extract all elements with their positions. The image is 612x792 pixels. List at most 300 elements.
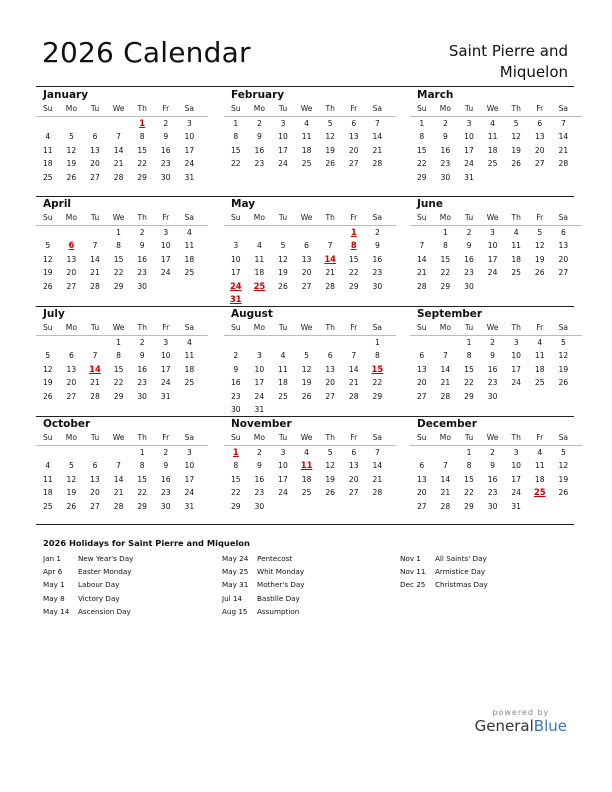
day: 8 bbox=[139, 132, 145, 141]
holiday-date: Jul 14 bbox=[222, 593, 243, 603]
empty-day bbox=[36, 446, 60, 460]
weekday-label: Fr bbox=[350, 433, 358, 442]
empty-day bbox=[154, 280, 178, 294]
empty-day bbox=[36, 117, 60, 131]
day: 26 bbox=[42, 281, 53, 291]
day: 8 bbox=[233, 461, 239, 470]
holiday-day: 25 bbox=[253, 280, 266, 291]
day: 9 bbox=[490, 351, 495, 360]
holiday-entry bbox=[222, 552, 305, 565]
weekday-header bbox=[224, 431, 396, 445]
weekday-label: Fr bbox=[536, 433, 544, 442]
day: 23 bbox=[254, 159, 265, 168]
day: 20 bbox=[66, 378, 77, 387]
day: 26 bbox=[325, 159, 335, 168]
day: 10 bbox=[184, 132, 195, 141]
day: 31 bbox=[160, 391, 171, 401]
week-row bbox=[224, 239, 396, 253]
weekday-label: Fr bbox=[536, 213, 544, 222]
day: 12 bbox=[42, 364, 53, 374]
day: 16 bbox=[440, 145, 451, 155]
powered-by-text: powered by bbox=[492, 708, 550, 717]
day: 30 bbox=[464, 281, 474, 291]
day: 30 bbox=[160, 501, 171, 511]
day: 13 bbox=[66, 254, 77, 264]
day: 21 bbox=[440, 378, 451, 387]
day: 13 bbox=[416, 364, 427, 374]
day: 18 bbox=[534, 474, 545, 484]
day: 18 bbox=[511, 254, 521, 264]
country-name: Saint Pierre and Miquelon bbox=[448, 42, 568, 81]
empty-day bbox=[271, 226, 295, 240]
day: 17 bbox=[184, 145, 195, 155]
week-row bbox=[410, 157, 582, 171]
day: 23 bbox=[254, 488, 265, 497]
day: 17 bbox=[464, 145, 474, 155]
holiday-day: 15 bbox=[371, 363, 384, 374]
month-name: July bbox=[43, 308, 65, 320]
holiday-column bbox=[43, 552, 133, 618]
weekday-label: Fr bbox=[350, 104, 358, 113]
weekday-label: Mo bbox=[439, 104, 451, 113]
day: 2 bbox=[256, 447, 262, 457]
day: 7 bbox=[442, 351, 448, 360]
week-row bbox=[224, 130, 396, 144]
day: 2 bbox=[466, 227, 472, 237]
weekday-label: Mo bbox=[65, 323, 77, 332]
day: 18 bbox=[487, 145, 498, 155]
day: 30 bbox=[440, 172, 451, 182]
empty-day bbox=[271, 293, 295, 307]
day: 2 bbox=[374, 227, 380, 237]
day: 5 bbox=[45, 241, 51, 250]
day: 9 bbox=[442, 132, 448, 141]
weekday-label: Tu bbox=[464, 433, 474, 442]
weekday-header bbox=[36, 321, 208, 335]
day: 7 bbox=[351, 351, 357, 360]
weekday-label: Tu bbox=[464, 104, 474, 113]
day: 21 bbox=[558, 145, 569, 155]
day: 10 bbox=[487, 241, 498, 250]
month-january bbox=[36, 88, 208, 184]
week-row bbox=[410, 144, 582, 158]
holiday-name: Armistice Day bbox=[435, 567, 486, 577]
day: 24 bbox=[160, 378, 171, 387]
day: 25 bbox=[301, 488, 312, 497]
day: 13 bbox=[301, 254, 312, 264]
day: 7 bbox=[116, 461, 121, 470]
day: 24 bbox=[511, 488, 521, 497]
day: 3 bbox=[256, 351, 262, 360]
day: 29 bbox=[440, 281, 451, 291]
weekday-label: Sa bbox=[558, 433, 569, 442]
day: 5 bbox=[513, 118, 519, 128]
month-june bbox=[410, 197, 582, 293]
day: 31 bbox=[254, 405, 265, 414]
day: 12 bbox=[558, 351, 569, 360]
day: 6 bbox=[92, 132, 98, 141]
day: 20 bbox=[416, 378, 427, 387]
weekday-header bbox=[410, 211, 582, 225]
day: 7 bbox=[374, 118, 380, 128]
empty-day bbox=[504, 280, 528, 294]
week-row bbox=[224, 226, 396, 240]
holiday-day: 24 bbox=[229, 280, 242, 291]
day: 23 bbox=[464, 268, 474, 277]
weekday-label: Su bbox=[416, 104, 427, 113]
holidays-title: 2026 Holidays for Saint Pierre and Miquelon bbox=[43, 538, 250, 548]
day: 25 bbox=[487, 159, 498, 168]
weekday-label: Tu bbox=[90, 433, 100, 442]
week-row bbox=[410, 486, 582, 500]
day: 20 bbox=[416, 488, 427, 497]
day: 22 bbox=[464, 488, 474, 497]
day: 20 bbox=[90, 159, 100, 168]
day: 21 bbox=[113, 159, 124, 168]
week-row bbox=[224, 363, 396, 377]
day: 6 bbox=[537, 118, 543, 128]
day: 9 bbox=[256, 461, 262, 470]
day: 18 bbox=[301, 145, 312, 155]
weekday-header bbox=[410, 102, 582, 116]
week-row bbox=[224, 403, 396, 417]
month-name: December bbox=[417, 418, 477, 430]
week-row bbox=[410, 390, 582, 404]
week-row bbox=[410, 473, 582, 487]
day: 29 bbox=[348, 281, 359, 291]
holiday-day: 31 bbox=[229, 294, 242, 304]
day: 26 bbox=[511, 159, 521, 168]
weekday-label: We bbox=[300, 323, 313, 332]
day: 14 bbox=[440, 364, 451, 374]
day: 30 bbox=[254, 501, 265, 511]
day: 10 bbox=[160, 241, 171, 250]
empty-day bbox=[366, 500, 390, 514]
day: 27 bbox=[325, 391, 335, 401]
empty-day bbox=[552, 171, 576, 185]
day: 19 bbox=[558, 364, 569, 374]
week-row bbox=[410, 336, 582, 350]
day: 11 bbox=[487, 132, 498, 141]
day: 30 bbox=[137, 281, 147, 291]
weekday-label: Mo bbox=[253, 213, 265, 222]
day: 24 bbox=[278, 159, 288, 168]
day: 25 bbox=[42, 172, 53, 182]
day: 3 bbox=[466, 118, 472, 128]
day: 24 bbox=[160, 268, 171, 277]
day: 29 bbox=[372, 391, 383, 401]
day: 14 bbox=[440, 474, 451, 484]
day: 1 bbox=[116, 227, 121, 237]
weekday-label: Tu bbox=[90, 104, 100, 113]
day: 4 bbox=[513, 227, 519, 237]
day: 23 bbox=[160, 488, 171, 497]
day: 18 bbox=[534, 364, 545, 374]
day: 8 bbox=[374, 351, 380, 360]
weekday-label: Sa bbox=[558, 213, 569, 222]
day: 18 bbox=[184, 254, 195, 264]
day: 29 bbox=[137, 172, 147, 182]
day: 24 bbox=[487, 268, 498, 277]
week-row bbox=[224, 336, 396, 350]
weekday-label: Tu bbox=[90, 323, 100, 332]
holiday-date: Nov 1 bbox=[400, 554, 421, 563]
day: 17 bbox=[511, 364, 521, 374]
day: 24 bbox=[511, 378, 521, 387]
empty-day bbox=[83, 117, 107, 131]
month-name: May bbox=[231, 198, 256, 210]
day: 21 bbox=[325, 268, 335, 277]
day: 6 bbox=[560, 227, 566, 237]
month-july bbox=[36, 307, 208, 403]
day: 28 bbox=[372, 488, 383, 497]
weekday-label: Fr bbox=[350, 323, 358, 332]
day: 29 bbox=[113, 391, 124, 401]
empty-day bbox=[248, 293, 272, 307]
weekday-header bbox=[224, 211, 396, 225]
week-row bbox=[224, 117, 396, 131]
day: 28 bbox=[90, 281, 100, 291]
week-row bbox=[410, 500, 582, 514]
day: 26 bbox=[325, 488, 335, 497]
holiday-entry bbox=[222, 605, 305, 618]
day: 22 bbox=[113, 268, 124, 277]
week-row bbox=[410, 117, 582, 131]
day: 14 bbox=[416, 254, 427, 264]
week-row bbox=[410, 349, 582, 363]
day: 21 bbox=[372, 145, 383, 155]
month-name: January bbox=[43, 89, 89, 101]
week-row bbox=[410, 171, 582, 185]
day: 10 bbox=[254, 364, 265, 374]
holiday-date: Jan 1 bbox=[43, 554, 61, 563]
brand-general: General bbox=[474, 717, 534, 735]
day: 27 bbox=[90, 501, 100, 511]
day: 23 bbox=[137, 378, 147, 387]
weekday-label: We bbox=[486, 323, 499, 332]
empty-day bbox=[410, 226, 434, 240]
holiday-day: 8 bbox=[350, 240, 357, 250]
day: 13 bbox=[348, 132, 359, 141]
month-name: April bbox=[43, 198, 72, 210]
day: 4 bbox=[537, 447, 543, 457]
day: 25 bbox=[278, 391, 288, 401]
week-row bbox=[410, 446, 582, 460]
weekday-label: Tu bbox=[278, 213, 288, 222]
day: 21 bbox=[372, 474, 383, 484]
weekday-label: Tu bbox=[278, 323, 288, 332]
day: 11 bbox=[301, 132, 312, 141]
day: 6 bbox=[68, 351, 74, 360]
empty-day bbox=[342, 403, 366, 417]
day: 9 bbox=[256, 132, 262, 141]
day: 25 bbox=[534, 378, 545, 387]
day: 6 bbox=[304, 241, 309, 250]
weekday-label: Mo bbox=[253, 433, 265, 442]
month-february bbox=[224, 88, 396, 171]
day: 15 bbox=[137, 474, 147, 484]
holiday-date: May 14 bbox=[43, 606, 70, 616]
day: 27 bbox=[416, 501, 427, 511]
day: 19 bbox=[278, 268, 288, 277]
empty-day bbox=[318, 403, 342, 417]
day: 10 bbox=[184, 461, 195, 470]
day: 22 bbox=[113, 378, 124, 387]
weekday-header bbox=[224, 321, 396, 335]
empty-day bbox=[295, 500, 319, 514]
empty-day bbox=[552, 500, 576, 514]
day: 20 bbox=[534, 145, 545, 155]
day: 4 bbox=[186, 337, 192, 347]
holiday-name: Easter Monday bbox=[78, 567, 132, 577]
day: 9 bbox=[139, 241, 145, 250]
day: 2 bbox=[256, 118, 262, 128]
weekday-label: Su bbox=[230, 323, 241, 332]
day: 23 bbox=[487, 488, 498, 497]
empty-day bbox=[481, 171, 505, 185]
day: 22 bbox=[230, 488, 241, 497]
day: 26 bbox=[66, 501, 77, 511]
day: 12 bbox=[66, 145, 77, 155]
day: 27 bbox=[558, 268, 569, 277]
day: 11 bbox=[254, 254, 265, 264]
month-september bbox=[410, 307, 582, 403]
week-row bbox=[410, 130, 582, 144]
weekday-label: Mo bbox=[439, 323, 451, 332]
day: 14 bbox=[113, 474, 124, 484]
weekday-header bbox=[36, 431, 208, 445]
day: 15 bbox=[464, 364, 474, 374]
empty-day bbox=[318, 293, 342, 307]
day: 26 bbox=[534, 268, 545, 277]
week-row bbox=[36, 363, 208, 377]
day: 18 bbox=[42, 488, 53, 497]
weekday-label: Th bbox=[511, 213, 521, 222]
holiday-name: Whit Monday bbox=[257, 567, 305, 577]
weekday-label: We bbox=[300, 104, 313, 113]
day: 30 bbox=[230, 405, 241, 414]
empty-day bbox=[295, 403, 319, 417]
day: 5 bbox=[45, 351, 51, 360]
day: 12 bbox=[278, 254, 288, 264]
week-row bbox=[36, 473, 208, 487]
day: 27 bbox=[348, 159, 359, 168]
holiday-date: May 31 bbox=[222, 580, 249, 590]
day: 26 bbox=[278, 281, 288, 291]
empty-day bbox=[528, 500, 552, 514]
day: 4 bbox=[280, 351, 286, 360]
day: 2 bbox=[163, 118, 169, 128]
day: 17 bbox=[230, 268, 241, 277]
day: 12 bbox=[42, 254, 53, 264]
day: 27 bbox=[301, 281, 312, 291]
empty-day bbox=[342, 336, 366, 350]
holiday-day: 1 bbox=[350, 226, 357, 237]
empty-day bbox=[318, 500, 342, 514]
holiday-entry bbox=[400, 565, 488, 578]
weekday-label: Tu bbox=[278, 104, 288, 113]
empty-day bbox=[295, 336, 319, 350]
weekday-label: Sa bbox=[184, 104, 195, 113]
day: 17 bbox=[184, 474, 195, 484]
empty-day bbox=[224, 336, 248, 350]
day: 7 bbox=[116, 132, 121, 141]
weekday-label: Th bbox=[511, 104, 521, 113]
day: 21 bbox=[113, 488, 124, 497]
weekday-label: Mo bbox=[65, 213, 77, 222]
day: 29 bbox=[137, 501, 147, 511]
empty-day bbox=[60, 117, 84, 131]
month-march bbox=[410, 88, 582, 184]
day: 14 bbox=[372, 461, 383, 470]
day: 17 bbox=[160, 254, 171, 264]
weekday-label: We bbox=[112, 323, 125, 332]
holiday-name: Victory Day bbox=[78, 593, 120, 603]
weekday-label: We bbox=[486, 213, 499, 222]
day: 10 bbox=[464, 132, 474, 141]
day: 11 bbox=[534, 461, 545, 470]
day: 3 bbox=[186, 118, 192, 128]
holiday-date: May 25 bbox=[222, 567, 249, 577]
day: 6 bbox=[351, 447, 357, 457]
day: 18 bbox=[184, 364, 195, 374]
day: 5 bbox=[68, 132, 74, 141]
month-december bbox=[410, 417, 582, 513]
holiday-entry bbox=[43, 552, 133, 565]
day: 7 bbox=[419, 241, 425, 250]
empty-day bbox=[107, 446, 131, 460]
day: 3 bbox=[280, 118, 286, 128]
week-row bbox=[36, 117, 208, 131]
empty-day bbox=[178, 280, 202, 294]
week-row bbox=[224, 157, 396, 171]
day: 29 bbox=[416, 172, 427, 182]
weekday-label: Th bbox=[325, 433, 335, 442]
day: 5 bbox=[304, 351, 309, 360]
holiday-day: 1 bbox=[232, 446, 239, 457]
day: 16 bbox=[160, 474, 171, 484]
weekday-header bbox=[36, 102, 208, 116]
weekday-label: Su bbox=[42, 433, 53, 442]
day: 24 bbox=[184, 159, 195, 168]
day: 4 bbox=[45, 132, 51, 141]
day: 3 bbox=[163, 227, 169, 237]
day: 10 bbox=[278, 461, 288, 470]
day: 16 bbox=[254, 145, 265, 155]
day: 15 bbox=[348, 254, 359, 264]
day: 21 bbox=[416, 268, 427, 277]
empty-day bbox=[481, 280, 505, 294]
holiday-day: 6 bbox=[68, 240, 75, 250]
day: 8 bbox=[466, 461, 472, 470]
day: 27 bbox=[66, 391, 77, 401]
holiday-entry bbox=[43, 592, 133, 605]
week-row bbox=[410, 376, 582, 390]
weekday-label: Fr bbox=[162, 213, 170, 222]
day: 7 bbox=[560, 118, 566, 128]
day: 12 bbox=[325, 132, 335, 141]
day: 28 bbox=[372, 159, 383, 168]
day: 13 bbox=[534, 132, 545, 141]
week-row bbox=[36, 226, 208, 240]
weekday-label: Sa bbox=[372, 433, 383, 442]
day: 13 bbox=[66, 364, 77, 374]
holiday-name: Ascension Day bbox=[78, 606, 131, 616]
holiday-name: Assumption bbox=[257, 606, 300, 616]
month-name: October bbox=[43, 418, 91, 430]
day: 28 bbox=[558, 159, 569, 168]
weekday-label: Su bbox=[230, 433, 241, 442]
